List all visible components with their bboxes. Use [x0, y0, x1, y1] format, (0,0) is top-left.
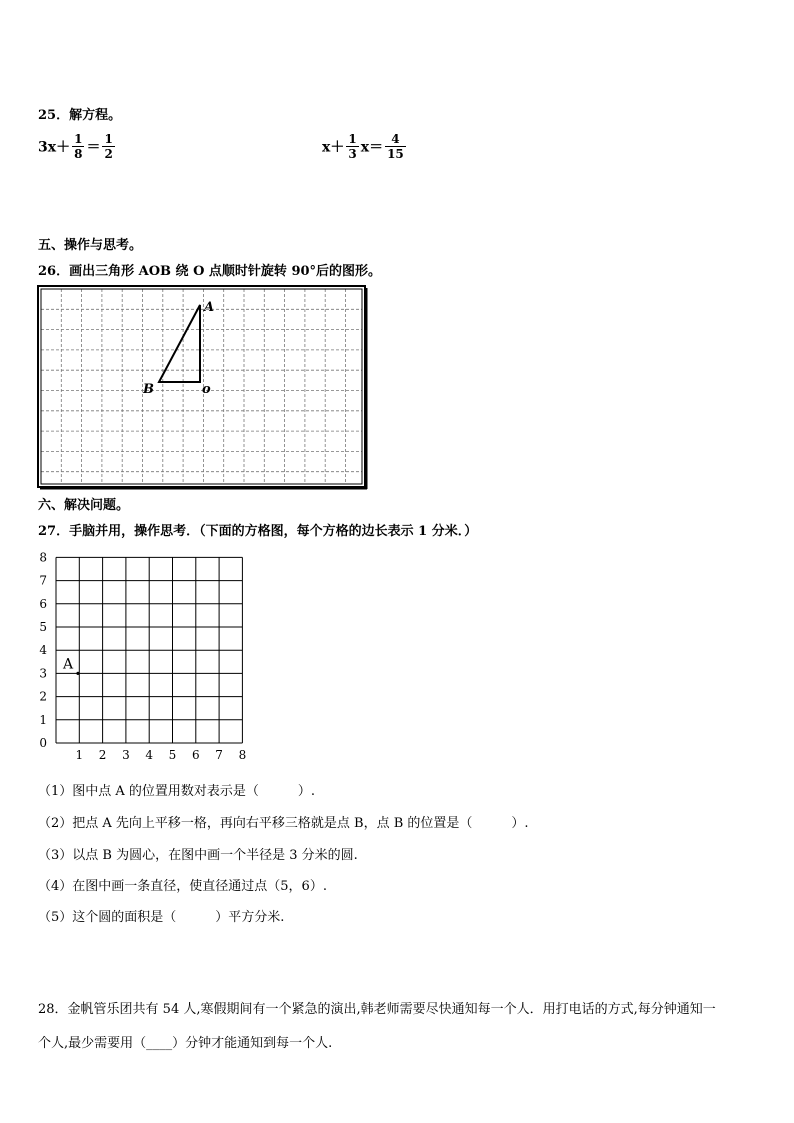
q27-x-tick-label: 1: [75, 748, 84, 762]
eq2-lhs: x＋: [322, 139, 345, 156]
eq1-f2-denominator: 2: [104, 147, 113, 161]
q27-x-tick-label: 2: [98, 748, 107, 762]
q27-y-tick-label: 2: [39, 689, 47, 704]
eq2-fraction-2: [385, 132, 406, 161]
eq2-f1-numerator: 1: [348, 132, 357, 146]
q27-grid-lines: [56, 557, 242, 743]
q27-y-tick-label: 1: [39, 712, 47, 727]
section-5-heading: 五、操作与思考。: [38, 238, 143, 253]
q28-line-1: 28．金帆管乐团共有 54 人,寒假期间有一个紧急的演出,韩老师需要尽快通知每一个人．用打电话的方式,每分钟通知一: [38, 1002, 716, 1017]
q27-y-tick-label: 5: [39, 620, 47, 634]
q25-title: 25．解方程。: [38, 108, 122, 123]
q27-x-tick-label: 5: [168, 748, 177, 762]
eq1-f1-denominator: 8: [74, 147, 83, 161]
label-o: o: [202, 382, 211, 397]
label-a: A: [204, 300, 215, 315]
section-6-heading: 六、解决问题。: [38, 498, 130, 513]
q27-y-tick-label: 4: [39, 643, 47, 658]
q27-y-tick-label: 8: [39, 550, 47, 565]
label-b: B: [143, 382, 154, 397]
eq1-equals: ＝: [86, 139, 101, 156]
point-a: [76, 672, 79, 675]
q27-x-tick-label: 4: [145, 748, 154, 762]
q27-coordinate-grid: [30, 548, 255, 766]
eq1-fraction-2: [102, 132, 114, 161]
eq2-f1-denominator: 3: [348, 147, 357, 161]
eq2-f2-numerator: 4: [385, 132, 406, 147]
q27-y-tick-label: 3: [39, 666, 47, 681]
q28-line-2: 个人,最少需要用（____）分钟才能通知到每一个人.: [38, 1036, 333, 1051]
q27-y-tick-label: 6: [39, 596, 47, 611]
q27-x-tick-label: 6: [191, 748, 200, 762]
q27-sub3: （3）以点 B 为圆心，在图中画一个半径是 3 分米的圆.: [38, 848, 358, 863]
eq1-fraction-1: [72, 132, 84, 161]
eq1-f2-numerator: 1: [104, 132, 113, 146]
q27-title: 27．手脑并用，操作思考．（下面的方格图，每个方格的边长表示 1 分米．）: [38, 524, 478, 539]
eq2-fraction-1: [346, 132, 358, 161]
q27-sub1: （1）图中点 A 的位置用数对表示是（ ）.: [38, 784, 316, 799]
q27-sub5: （5）这个圆的面积是（ ）平方分米.: [38, 910, 285, 925]
q27-y-tick-label: 7: [39, 573, 47, 588]
q25-equation-2: [322, 132, 408, 161]
point-a-label: A: [63, 656, 74, 673]
q27-sub2: （2）把点 A 先向上平移一格，再向右平移三格就是点 B，点 B 的位置是（ ）.: [38, 816, 529, 831]
q27-y-axis-ticks: [39, 550, 47, 750]
q27-x-axis-ticks: [75, 748, 246, 762]
q27-y-tick-label: 0: [39, 736, 47, 750]
q26-title: 26．画出三角形 AOB 绕 O 点顺时针旋转 90°后的图形。: [38, 264, 382, 279]
eq2-mid: x＝: [360, 139, 384, 156]
q27-x-tick-label: 8: [238, 748, 247, 762]
q27-x-tick-label: 7: [215, 748, 223, 762]
q26-grid-figure: [37, 285, 369, 491]
q27-sub4: （4）在图中画一条直径，使直径通过点（5，6）.: [38, 879, 327, 894]
q27-x-tick-label: 3: [122, 748, 130, 762]
eq2-f2-denominator: 15: [387, 147, 404, 161]
eq1-lhs: 3x＋: [38, 139, 71, 156]
q25-equation-1: [38, 132, 117, 161]
eq1-f1-numerator: 1: [74, 132, 83, 146]
